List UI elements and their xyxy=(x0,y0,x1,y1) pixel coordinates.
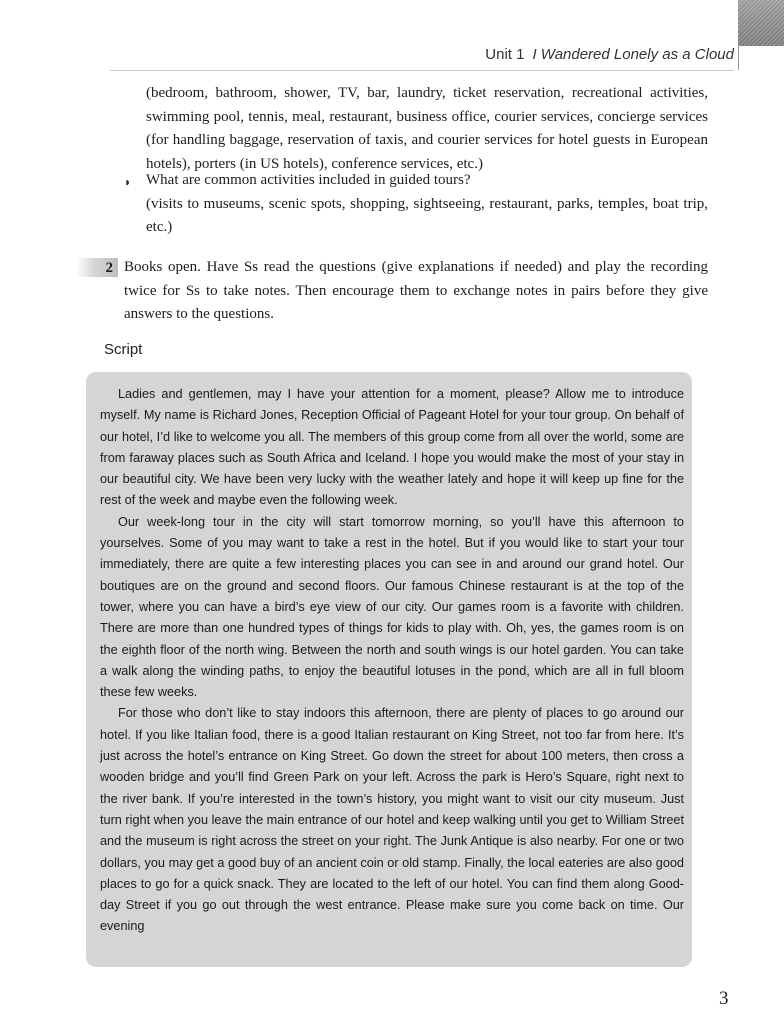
step-badge xyxy=(76,258,118,277)
running-header xyxy=(0,44,734,72)
services-answer xyxy=(146,82,708,176)
header-rule xyxy=(110,70,734,71)
header-divider xyxy=(738,44,739,70)
script-paragraph: Ladies and gentlemen, may I have your attention for a moment, please? Allow me to introduce myself. My name is Richard Jones, Reception Official of Pageant Hotel for your tour group. On behalf of our hotel, I’d like to welcome you all. The members of this group come from all over the world, some are from faraway places such as South Africa and Iceland. I hope you would make the most of your stay in our beautiful city. We have been very lucky with the weather lately and hope it will keep up fine for the rest of the week and maybe even the following week. xyxy=(100,387,684,508)
script-paragraph: Our week-long tour in the city will start tomorrow morning, so you’ll have this afternoon to yourselves. Some of you may want to take a rest in the hotel. But if you would like to start your tour immediately, there are quite a few interesting places you can see in and around our grand hotel. Our boutiques are on the ground and second floors. Our famous Chinese restaurant is at the top of the tower, where you can have a bird’s eye view of our city. Our games room is a favorite with children. There are more than one hundred types of things for kids to play with. Oh, yes, the games room is on the eighth floor of the north wing. Between the north and south wings is our hotel garden. You can take a walk along the winding paths, to enjoy the beautiful lotuses in the pond, which are all in full bloom these few weeks. xyxy=(100,514,684,700)
page-corner-decoration xyxy=(738,0,784,46)
bullet-icon: ◗ xyxy=(124,175,132,189)
header-title xyxy=(485,46,734,63)
step-number: 2 xyxy=(105,260,113,276)
header-unit: Unit 1 xyxy=(485,46,525,63)
page-number: 3 xyxy=(719,988,729,1009)
script-paragraph: For those who don’t like to stay indoors this afternoon, there are plenty of places to go around our hotel. If you like Italian food, there is a good Italian restaurant on King Street, not too far from here. It’s just across the hotel’s entrance on King Street. Go down the street for about 100 meters, then cross a wooden bridge and you’ll find Green Park on your left. Across the park is Hero’s Square, right next to the river bank. If you’re interested in the town’s history, you might want to visit our city museum. Just turn right when you leave the main entrance of our hotel and keep walking until you get to William Street and the museum is right across the street on your right. The Junk Antique is also nearby. For one or two dollars, you may get a good buy of an ancient coin or old stamp. Finally, the local eateries are also good places to go for a quick snack. They are located to the left of our hotel. You can find them along Good-day Street if you go out through the west entrance. Please make sure you come back on time. Our evening xyxy=(100,706,684,934)
question-text: What are common activities included in guided tours? xyxy=(146,172,471,188)
script-heading: Script xyxy=(104,341,143,358)
services-answer-text: (bedroom, bathroom, shower, TV, bar, laundry, ticket reservation, recreational activities, swimming pool, tennis, meal, restaurant, business office, courier services, concierge services (for handling baggage, reservation of taxis, and courier services for hotel guests in European hotels), porters (in US hotels), conference services, etc.) xyxy=(146,85,708,172)
header-unit-title: I Wandered Lonely as a Cloud xyxy=(532,46,734,63)
step-instructions xyxy=(124,256,708,327)
step-text: Books open. Have Ss read the questions (give explanations if needed) and play the recording twice for Ss to take notes. Then encourage them to exchange notes in pairs before they give answers to the questions. xyxy=(124,259,708,322)
question-answer-text: (visits to museums, scenic spots, shopping, sightseeing, restaurant, parks, temples, boat trip, etc.) xyxy=(146,195,708,235)
script-body xyxy=(100,384,684,938)
guided-tour-question xyxy=(146,169,708,240)
